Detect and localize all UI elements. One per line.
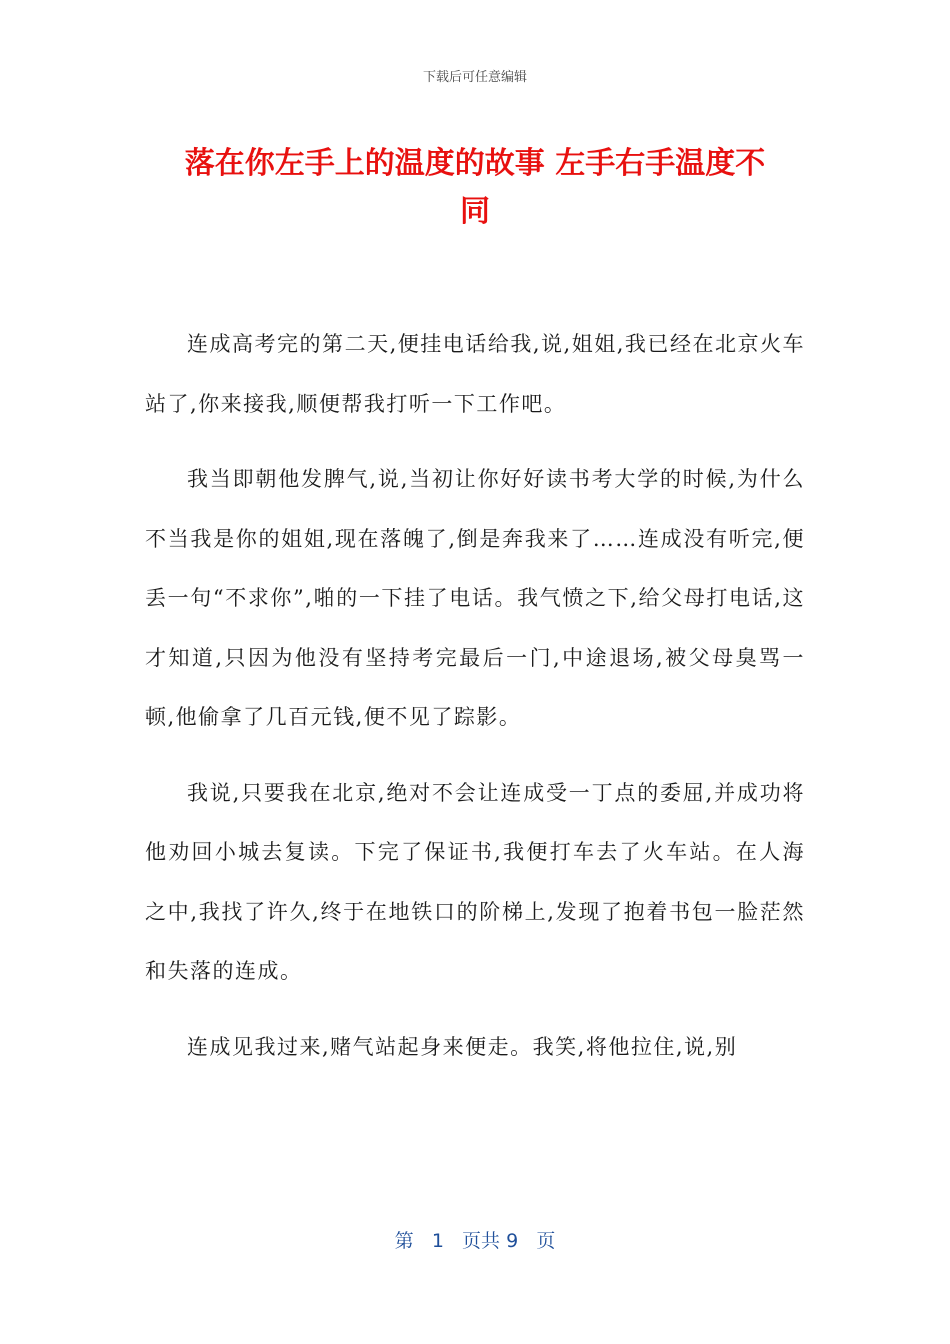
document-body	[145, 315, 805, 1077]
paragraph: 我当即朝他发脾气,说,当初让你好好读书考大学的时候,为什么不当我是你的姐姐,现在落魄了,倒是奔我来了……连成没有听完,便丢一句“不求你”,啪的一下挂了电话。我气愤之下,给父母打电话,这才知道,只因为他没有坚持考完最后一门,中途退场,被父母臭骂一顿,他偷拿了几百元钱,便不见了踪影。	[145, 467, 805, 729]
footer-label-page: 页	[536, 1230, 556, 1252]
footer-current-page: 1	[431, 1230, 444, 1252]
document-title	[130, 140, 820, 236]
paragraph: 连成见我过来,赌气站起身来便走。我笑,将他拉住,说,别	[187, 1034, 738, 1059]
footer-label-page-total: 页共	[462, 1230, 501, 1252]
paragraph: 连成高考完的第二天,便挂电话给我,说,姐姐,我已经在北京火车站了,你来接我,顺便帮我打听一下工作吧。	[145, 332, 805, 416]
title-line-2: 同	[460, 194, 490, 229]
footer-label-first: 第	[394, 1230, 414, 1252]
header-note: 下载后可任意编辑	[422, 70, 527, 85]
page-footer	[0, 1226, 950, 1253]
footer-total-pages: 9	[506, 1230, 519, 1252]
paragraph: 我说,只要我在北京,绝对不会让连成受一丁点的委屈,并成功将他劝回小城去复读。下完了保证书,我便打车去了火车站。在人海之中,我找了许久,终于在地铁口的阶梯上,发现了抱着书包一脸茫然和失落的连成。	[145, 780, 805, 983]
title-line-1: 落在你左手上的温度的故事 左手右手温度不	[184, 146, 766, 181]
